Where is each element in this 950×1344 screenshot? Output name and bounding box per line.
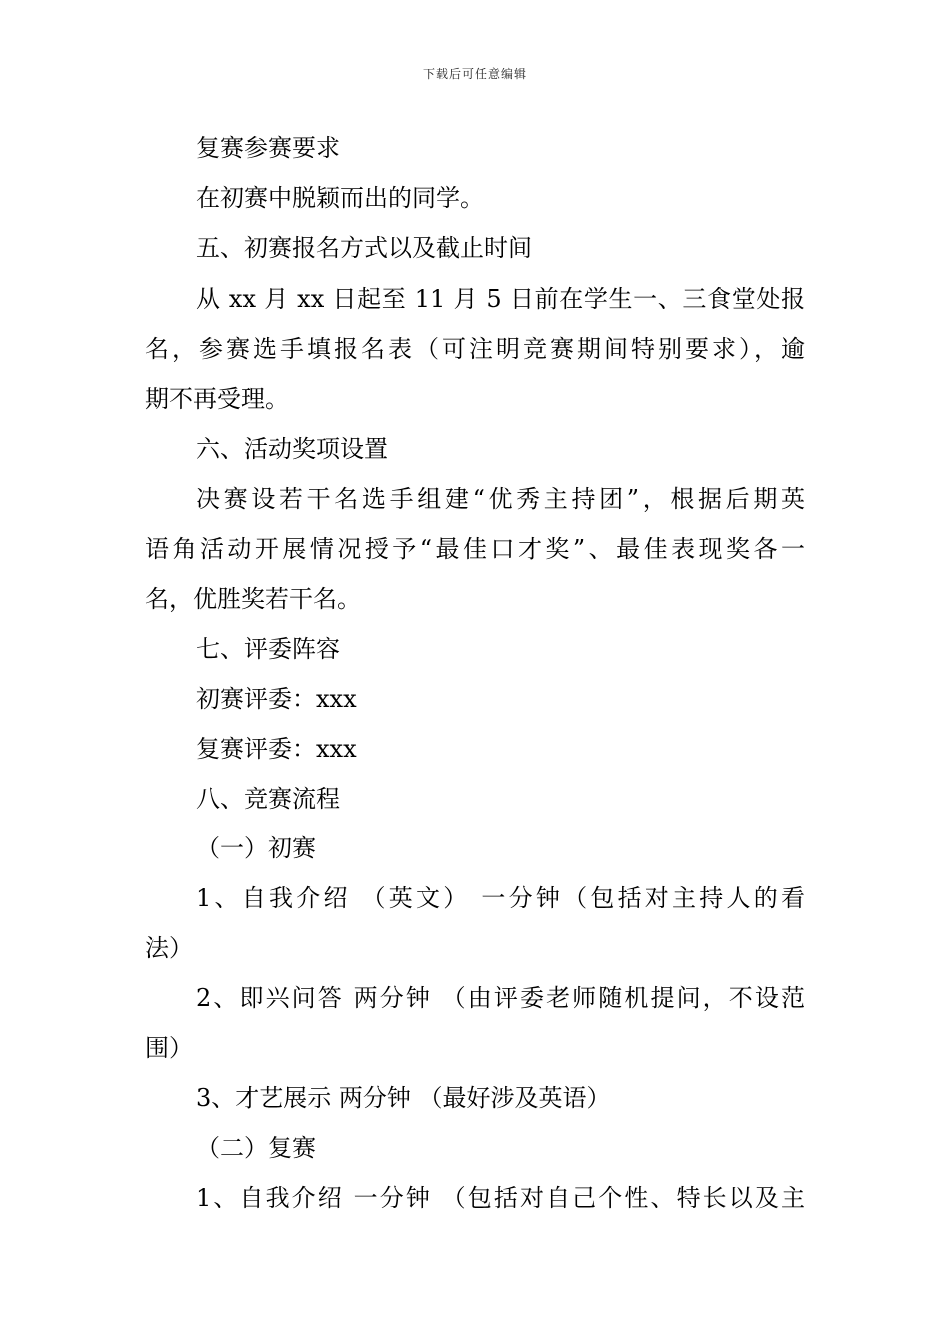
text-line: 决赛设若干名选手组建“优秀主持团”，根据后期英 bbox=[196, 485, 805, 513]
text-line: 1、自我介绍 一分钟 （包括对自己个性、特长以及主 bbox=[196, 1184, 805, 1212]
section-heading: 八、竞赛流程 bbox=[196, 785, 340, 813]
text-line: 语角活动开展情况授予“最佳口才奖”、最佳表现奖各一 bbox=[145, 535, 805, 563]
text-line: 初赛评委：xxx bbox=[196, 685, 357, 713]
text-line: 期不再受理。 bbox=[145, 385, 289, 413]
text-line: 名，优胜奖若干名。 bbox=[145, 585, 361, 613]
text-line: 1、自我介绍 （英文） 一分钟（包括对主持人的看 bbox=[196, 884, 805, 912]
text-line: 在初赛中脱颖而出的同学。 bbox=[196, 184, 484, 212]
text-line: 围） bbox=[145, 1034, 193, 1062]
text-line: 名，参赛选手填报名表（可注明竞赛期间特别要求），逾 bbox=[145, 335, 805, 363]
subsection-heading: （二）复赛 bbox=[196, 1134, 316, 1162]
section-heading: 七、评委阵容 bbox=[196, 635, 340, 663]
text-line: 法） bbox=[145, 934, 193, 962]
text-line: 3、才艺展示 两分钟 （最好涉及英语） bbox=[196, 1084, 611, 1112]
subsection-heading: （一）初赛 bbox=[196, 834, 316, 862]
page-header: 下载后可任意编辑 bbox=[422, 67, 527, 81]
text-line: 复赛参赛要求 bbox=[196, 134, 340, 162]
text-line: 从 xx 月 xx 日起至 11 月 5 日前在学生一、三食堂处报 bbox=[196, 285, 805, 313]
section-heading: 五、初赛报名方式以及截止时间 bbox=[196, 234, 532, 262]
text-line: 2、即兴问答 两分钟 （由评委老师随机提问，不设范 bbox=[196, 984, 805, 1012]
section-heading: 六、活动奖项设置 bbox=[196, 435, 388, 463]
text-line: 复赛评委：xxx bbox=[196, 735, 357, 763]
